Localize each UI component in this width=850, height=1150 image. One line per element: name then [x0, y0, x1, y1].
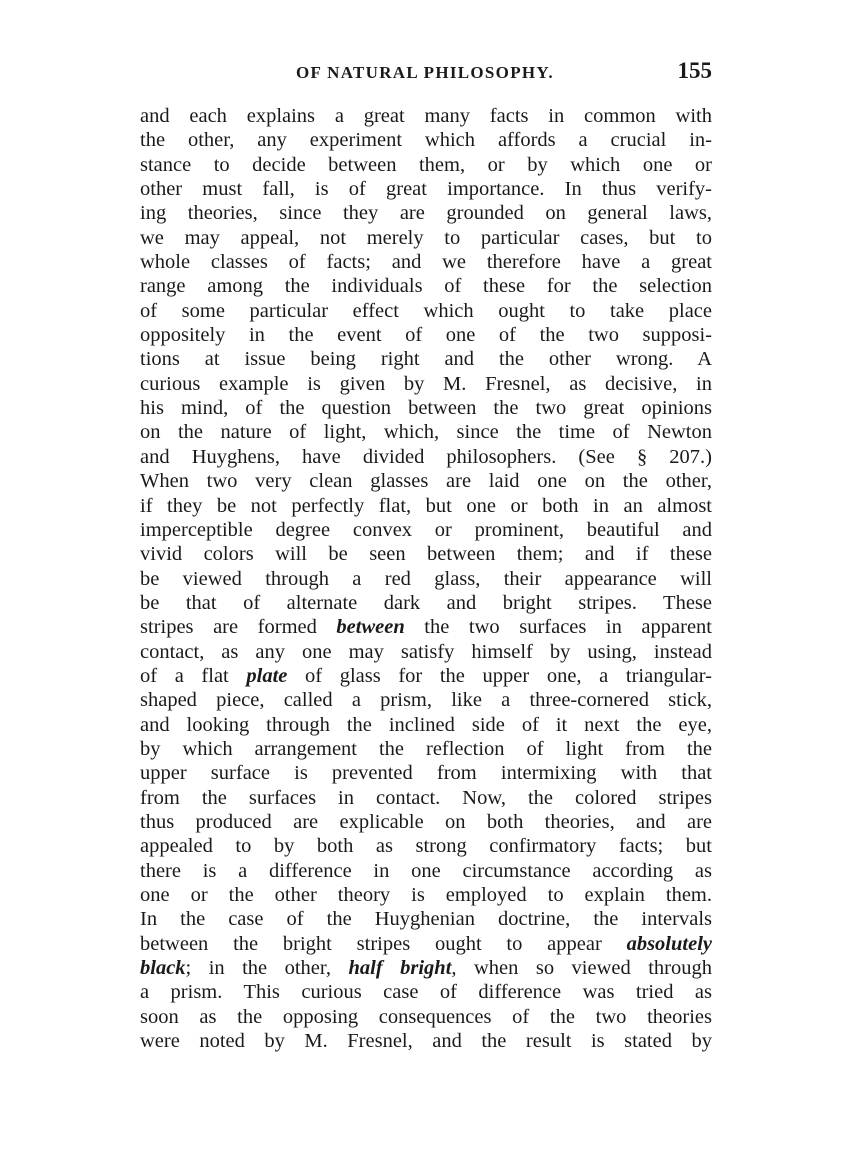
text-segment: his mind, of the question between the two great opinions: [140, 397, 712, 420]
text-segment: the two surfaces in apparent: [404, 616, 712, 639]
text-segment: upper surface is prevented from intermixing with that: [140, 762, 712, 785]
text-line: [140, 323, 712, 347]
body-text: [140, 104, 712, 1053]
text-line: [140, 542, 712, 566]
text-segment: whole classes of facts; and we therefore have a great: [140, 251, 712, 274]
text-segment: thus produced are explicable on both theories, and are: [140, 810, 712, 833]
text-segment: were noted by M. Fresnel, and the result is stated by: [140, 1030, 712, 1053]
emphasized-text: plate: [246, 664, 288, 687]
text-segment: stance to decide between them, or by which one or: [140, 153, 712, 176]
text-line: [140, 834, 712, 858]
text-line: [140, 932, 712, 956]
text-line: [140, 177, 712, 201]
text-segment: tions at issue being right and the other wrong. A: [140, 348, 712, 371]
text-segment: from the surfaces in contact. Now, the colored stripes: [140, 786, 712, 809]
text-segment: In the case of the Huyghenian doctrine, the intervals: [140, 908, 712, 931]
text-line: [140, 737, 712, 761]
text-line: [140, 494, 712, 518]
text-segment: be that of alternate dark and bright stripes. These: [140, 591, 712, 614]
text-line: [140, 128, 712, 152]
text-line: [140, 104, 712, 128]
text-segment: on the nature of light, which, since the time of Newton: [140, 421, 712, 444]
text-line: [140, 420, 712, 444]
page-number: 155: [677, 58, 712, 83]
text-line: [140, 153, 712, 177]
text-line: [140, 640, 712, 664]
text-segment: and Huyghens, have divided philosophers. (See § 207.): [140, 445, 712, 468]
text-segment: of glass for the upper one, a triangular-: [287, 664, 712, 687]
text-line: [140, 396, 712, 420]
text-line: [140, 883, 712, 907]
text-line: [140, 469, 712, 493]
text-line: [140, 859, 712, 883]
text-segment: shaped piece, called a prism, like a three-cornered stick,: [140, 689, 712, 712]
text-segment: a prism. This curious case of difference was tried as: [140, 981, 712, 1004]
running-title: OF NATURAL PHILOSOPHY.: [296, 63, 554, 82]
text-line: [140, 786, 712, 810]
text-line: [140, 299, 712, 323]
text-line: [140, 445, 712, 469]
text-segment: and each explains a great many facts in common with: [140, 105, 712, 127]
emphasized-text: black: [140, 957, 186, 980]
text-segment: if they be not perfectly flat, but one or both in an almost: [140, 494, 712, 517]
emphasized-text: absolutely: [626, 932, 712, 955]
text-line: [140, 567, 712, 591]
text-line: [140, 1029, 712, 1053]
text-line: [140, 347, 712, 371]
text-line: [140, 980, 712, 1004]
text-line: [140, 372, 712, 396]
running-head: [140, 58, 712, 88]
text-segment: imperceptible degree convex or prominent, beautiful and: [140, 518, 712, 541]
text-line: [140, 1005, 712, 1029]
text-segment: of some particular effect which ought to take place: [140, 299, 712, 322]
text-line: [140, 761, 712, 785]
text-line: [140, 615, 712, 639]
emphasized-text: between: [336, 616, 405, 639]
text-segment: by which arrangement the reflection of light from the: [140, 737, 712, 760]
text-line: [140, 250, 712, 274]
text-segment: between the bright stripes ought to appear: [140, 932, 627, 955]
text-segment: When two very clean glasses are laid one on the other,: [140, 470, 712, 493]
text-line: [140, 518, 712, 542]
text-segment: range among the individuals of these for the selection: [140, 275, 712, 298]
text-segment: and looking through the inclined side of it next the eye,: [140, 713, 712, 736]
text-segment: appealed to by both as strong confirmatory facts; but: [140, 835, 712, 858]
text-segment: ; in the other,: [185, 957, 349, 980]
text-line: [140, 664, 712, 688]
emphasized-text: half bright: [348, 957, 452, 980]
text-line: [140, 907, 712, 931]
text-line: [140, 591, 712, 615]
text-segment: stripes are formed: [140, 616, 337, 639]
text-line: [140, 688, 712, 712]
text-line: [140, 713, 712, 737]
text-segment: there is a difference in one circumstance according as: [140, 859, 712, 882]
text-segment: we may appeal, not merely to particular cases, but to: [140, 226, 712, 249]
text-line: [140, 274, 712, 298]
text-line: [140, 201, 712, 225]
text-line: [140, 226, 712, 250]
text-segment: other must fall, is of great importance. In thus verify-: [140, 178, 712, 201]
text-segment: ing theories, since they are grounded on general laws,: [140, 202, 712, 225]
text-segment: soon as the opposing consequences of the two theories: [140, 1005, 712, 1028]
text-segment: vivid colors will be seen between them; and if these: [140, 543, 712, 566]
text-segment: curious example is given by M. Fresnel, as decisive, in: [140, 372, 712, 395]
text-segment: , when so viewed through: [451, 957, 712, 980]
text-segment: of a flat: [140, 664, 247, 687]
text-segment: contact, as any one may satisfy himself by using, instead: [140, 640, 712, 663]
text-segment: be viewed through a red glass, their appearance will: [140, 567, 712, 590]
text-line: [140, 810, 712, 834]
text-line: [140, 956, 712, 980]
text-segment: one or the other theory is employed to explain them.: [140, 884, 712, 906]
text-segment: the other, any experiment which affords a crucial in-: [140, 129, 712, 152]
text-segment: oppositely in the event of one of the two supposi-: [140, 324, 712, 347]
